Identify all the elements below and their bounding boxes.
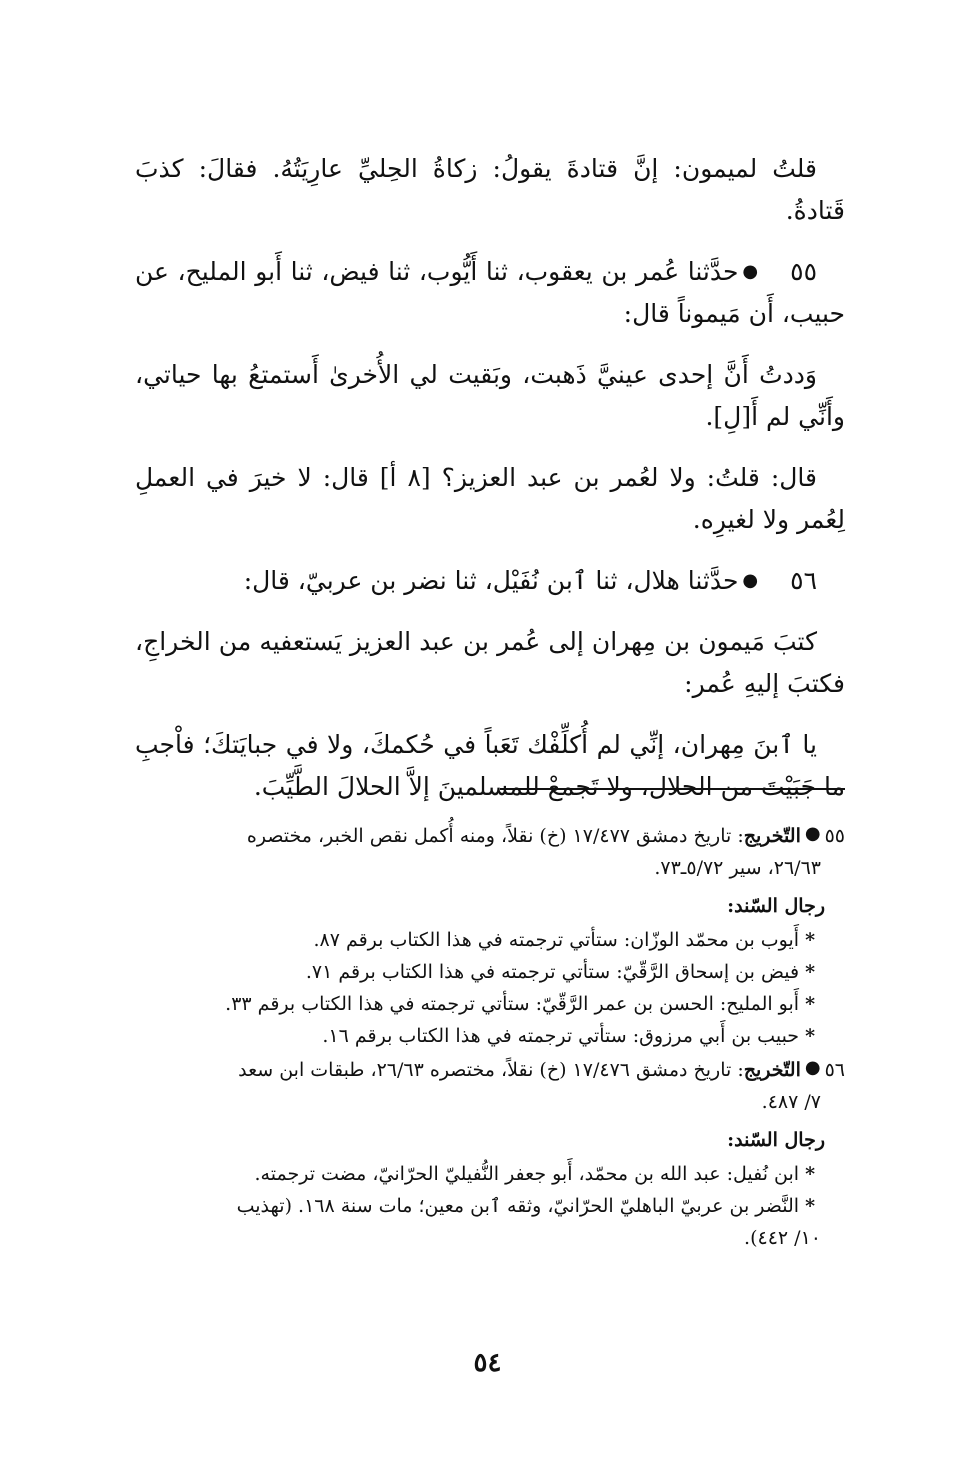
star-icon: *: [805, 993, 815, 1015]
hadith-number: ٥٦: [790, 566, 817, 595]
narrator-text: أَبو المليح: الحسن بن عمر الرَّقّيّ: ستأتي ترجمته في هذا الكتاب برقم ٣٣.: [225, 993, 800, 1015]
footnote-56: [135, 1052, 845, 1086]
star-icon: *: [805, 929, 815, 951]
star-icon: *: [805, 1163, 815, 1185]
star-icon: *: [805, 961, 815, 983]
footnotes: [135, 818, 845, 1254]
star-icon: *: [805, 1195, 815, 1217]
bullet-icon: ●: [804, 823, 821, 844]
narrator-item: [135, 924, 815, 956]
footnote-text: : تاريخ دمشق ١٧/٤٧٦ (خ) نقلاً، مختصره ٢٦/٦٣، طبقات ابن سعد: [238, 1059, 744, 1081]
narrator-item: [135, 1020, 815, 1052]
footnote-continuation: ١٠/ ٤٤٢).: [744, 1227, 821, 1249]
bullet-icon: ●: [742, 261, 759, 282]
narrator-text: ابن نُفيل: عبد الله بن محمّد، أَبو جعفر النُّفيليّ الحرّانيّ، مضت ترجمته.: [254, 1163, 800, 1185]
footnote-number: ٥٥: [824, 825, 845, 847]
rijal-heading: رجال السّند:: [727, 895, 825, 917]
hadith-56-heading: [135, 560, 845, 602]
paragraph-3: قال: قلتُ: ولا لعُمر بن عبد العزيز؟ [٨ أ] قال: لا خيرَ في العملِ لِعُمر ولا لغيرِه.: [135, 463, 845, 534]
footnote-continuation: ٧/ ٤٨٧.: [761, 1091, 821, 1113]
rijal-heading: رجال السّند:: [727, 1129, 825, 1151]
takhrij-label: التّخريج: [743, 825, 801, 847]
narrator-text: فيض بن إسحاق الرَّقّيّ: ستأتي ترجمته في هذا الكتاب برقم ٧١.: [305, 961, 800, 983]
narrator-text: النَّضر بن عربيّ الباهليّ الحرّانيّ، وثقه ٱبن معين؛ مات سنة ١٦٨. (تهذيب: [236, 1195, 800, 1217]
bullet-icon: ●: [742, 570, 759, 591]
narrator-item: [135, 988, 815, 1020]
page-number: ٥٤: [473, 1348, 502, 1378]
hadith-isnad: حدَّثنا هلال، ثنا ٱبن نُفَيْل، ثنا نضر بن عربيّ، قال:: [243, 566, 739, 595]
star-icon: *: [805, 1025, 815, 1047]
hadith-isnad: حدَّثنا عُمر بن يعقوب، ثنا أَيُّوب، ثنا فيض، ثنا أَبو المليح، عن حبيب، أَن مَيموناً قال:: [135, 257, 845, 328]
main-text: [135, 148, 845, 827]
paragraph-2: وَددتُ أَنَّ إحدى عينيَّ ذَهبت، وبَقيت لي الأُخرىٰ أَستمتعُ بها حياتي، وأَنِّي لم أَ[لِ].: [135, 360, 845, 431]
bullet-icon: ●: [804, 1057, 821, 1078]
hadith-55-heading: [135, 251, 845, 335]
narrator-text: حبيب بن أَبي مرزوق: ستأتي ترجمته في هذا الكتاب برقم ١٦.: [322, 1025, 800, 1047]
footnote-55: [135, 818, 845, 852]
footnote-divider: [500, 788, 845, 790]
narrator-item: [135, 1158, 815, 1190]
footnote-text: : تاريخ دمشق ١٧/٤٧٧ (خ) نقلاً، ومنه أُكمل نقص الخبر، مختصره: [246, 825, 744, 847]
footnote-continuation: ٢٦/٦٣، سير ٥/٧٢ـ٧٣.: [654, 857, 821, 879]
paragraph-1: قلتُ لميمون: إنَّ قتادةَ يقولُ: زكاةُ الحِليِّ عارِيَتُهُ. فقالَ: كذبَ قَتادةُ.: [135, 154, 845, 225]
takhrij-label: التّخريج: [743, 1059, 801, 1081]
narrator-item: [135, 956, 815, 988]
hadith-number: ٥٥: [790, 257, 817, 286]
paragraph-4: كتبَ مَيمون بن مِهران إلى عُمر بن عبد العزيز يَستعفيه من الخراجِ، فكتبَ إليهِ عُمر:: [135, 627, 845, 698]
narrator-item: [135, 1190, 815, 1222]
footnote-number: ٥٦: [824, 1059, 845, 1081]
narrator-text: أَيوب بن محمّد الوزّان: ستأتي ترجمته في هذا الكتاب برقم ٨٧.: [313, 929, 800, 951]
paragraph-5: يا ٱبنَ مِهران، إنِّي لم أُكلِّفْك تَعَباً في حُكمكَ، ولا في جبايَتكَ؛ فاْجبِ ما جَبَيْتَ من الحلال، ولا تَجمعْ للمسلمينَ إلاَّ الحلالَ الطَّيِّبَ.: [135, 730, 845, 801]
